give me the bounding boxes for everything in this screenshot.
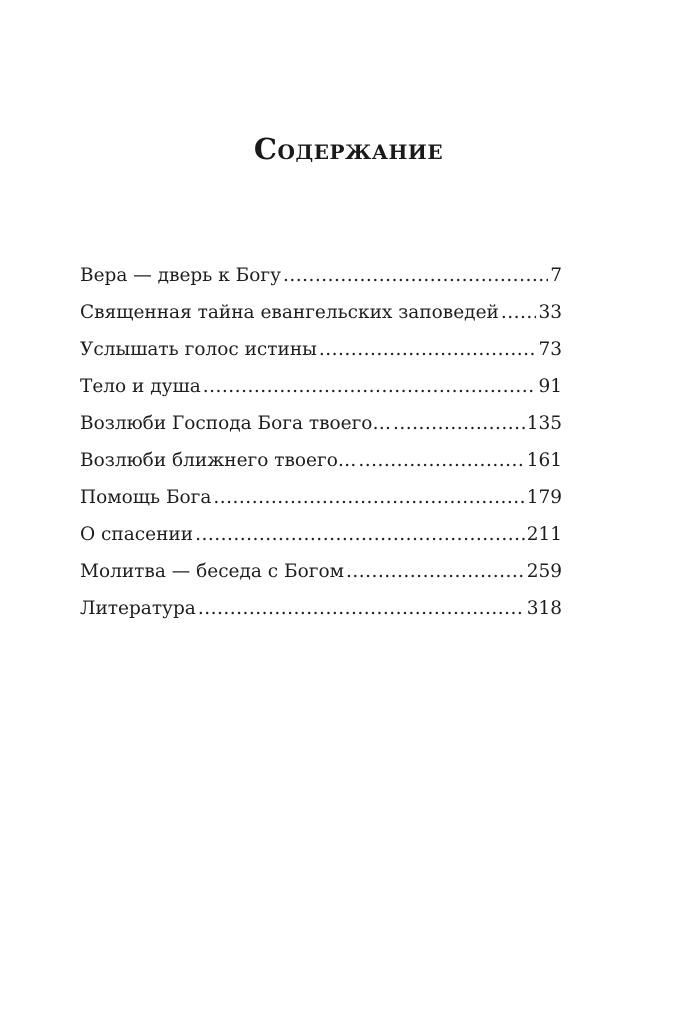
- toc-entry-page: 135: [526, 413, 562, 434]
- toc-entry-title: Услышать голос истины: [80, 339, 317, 360]
- page-title: Содержание: [253, 132, 444, 166]
- toc-leader-dots: [195, 522, 525, 548]
- toc-entry[interactable]: [80, 374, 562, 411]
- toc-entry-page: 33: [538, 302, 562, 323]
- toc-leader-dots: [198, 596, 525, 622]
- toc-entry[interactable]: [80, 411, 562, 448]
- toc-entry-page: 318: [526, 598, 562, 619]
- toc-leader-dots: [283, 263, 548, 289]
- toc-leader-dots: [203, 374, 537, 400]
- toc-entry[interactable]: [80, 448, 562, 485]
- table-of-contents: [80, 263, 562, 633]
- toc-entry-page: 259: [526, 561, 562, 582]
- toc-entry-page: 91: [538, 376, 562, 397]
- toc-entry[interactable]: [80, 337, 562, 374]
- toc-leader-dots: [213, 485, 524, 511]
- toc-entry-page: 7: [550, 265, 562, 286]
- toc-entry[interactable]: [80, 300, 562, 337]
- toc-leader-dots: [501, 300, 537, 326]
- toc-entry-title: О спасении: [80, 524, 194, 545]
- toc-entry-title: Возлюби Господа Бога твоего…: [80, 413, 391, 434]
- toc-entry-page: 179: [526, 487, 562, 508]
- toc-entry[interactable]: [80, 559, 562, 596]
- toc-entry[interactable]: [80, 485, 562, 522]
- toc-entry-page: 73: [538, 339, 562, 360]
- toc-entry[interactable]: [80, 263, 562, 300]
- toc-entry-title: Помощь Бога: [80, 487, 212, 508]
- toc-entry-title: Священная тайна евангельских заповедей: [80, 302, 499, 323]
- toc-leader-dots: [346, 559, 525, 585]
- toc-leader-dots: [319, 337, 537, 363]
- toc-entry[interactable]: [80, 522, 562, 559]
- toc-entry-page: 211: [526, 524, 562, 545]
- toc-entry-title: Молитва — беседа с Богом: [80, 561, 344, 582]
- toc-entry[interactable]: [80, 596, 562, 633]
- toc-entry-title: Возлюби ближнего твоего…: [80, 450, 357, 471]
- toc-entry-page: 161: [526, 450, 562, 471]
- toc-leader-dots: [358, 448, 524, 474]
- toc-entry-title: Литература: [80, 598, 196, 619]
- toc-leader-dots: [393, 411, 525, 437]
- toc-entry-title: Тело и душа: [80, 376, 201, 397]
- toc-entry-title: Вера — дверь к Богу: [80, 265, 281, 286]
